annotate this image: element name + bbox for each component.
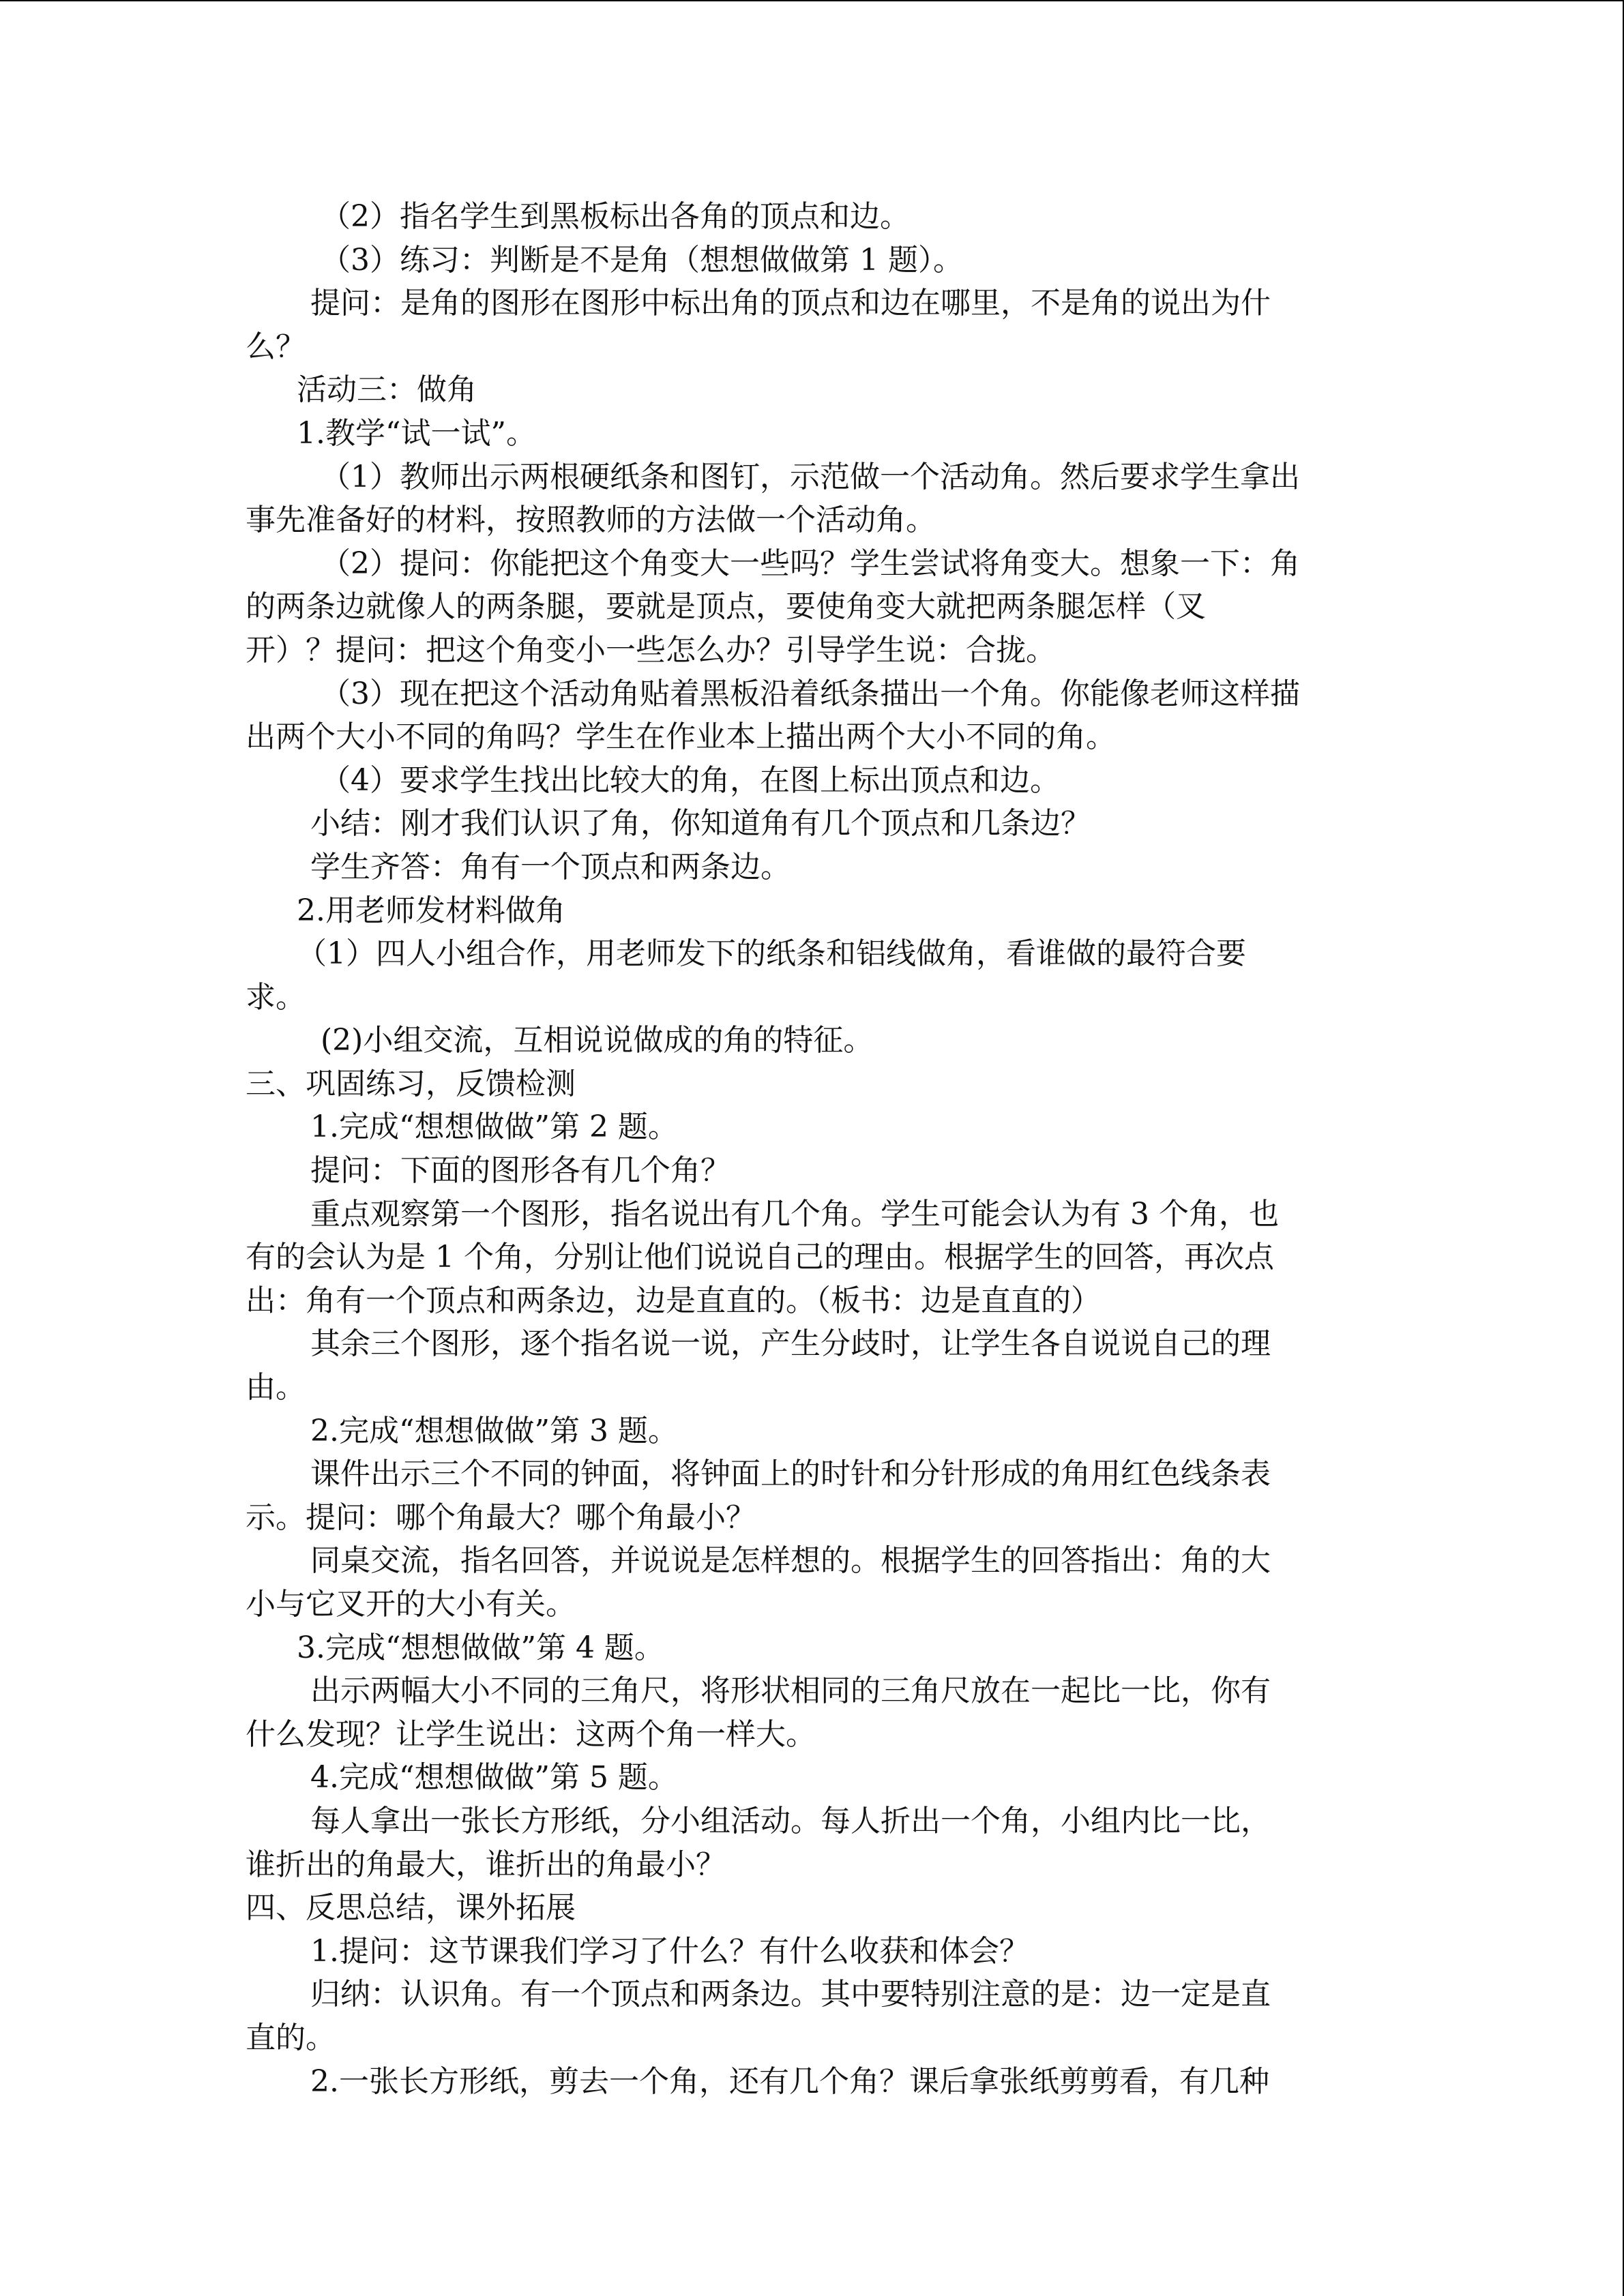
text-line: 每人拿出一张长方形纸，分小组活动。每人折出一个角，小组内比一比， <box>310 1803 1271 1838</box>
text-line: 课件出示三个不同的钟面，将钟面上的时针和分针形成的角用红色线条表 <box>310 1457 1271 1492</box>
text-line: (2)小组交流，互相说说做成的角的特征。 <box>321 1023 874 1058</box>
text-line: 活动三：做角 <box>297 372 477 408</box>
text-line: （3）练习：判断是不是角（想想做做第 1 题）。 <box>321 242 963 278</box>
text-line: 2.用老师发材料做角 <box>297 893 565 928</box>
text-line: 四、反思总结，课外拓展 <box>246 1890 576 1926</box>
text-line: 么？ <box>246 329 306 364</box>
text-line: 同桌交流，指名回答，并说说是怎样想的。根据学生的回答指出：角的大 <box>310 1543 1271 1579</box>
text-line: 的两条边就像人的两条腿，要就是顶点，要使角变大就把两条腿怎样（叉 <box>246 589 1206 625</box>
text-line: 出示两幅大小不同的三角尺，将形状相同的三角尺放在一起比一比，你有 <box>310 1673 1271 1709</box>
document-body <box>246 195 1378 2103</box>
text-line: 1.教学“试一试”。 <box>297 415 536 451</box>
text-line: 小结：刚才我们认识了角，你知道角有几个顶点和几条边？ <box>310 806 1091 841</box>
text-line: 2.一张长方形纸，剪去一个角，还有几个角？课后拿张纸剪剪看，有几种 <box>310 2063 1269 2099</box>
text-line: 其余三个图形，逐个指名说一说，产生分歧时，让学生各自说说自己的理 <box>310 1326 1271 1362</box>
text-line: 求。 <box>246 979 306 1015</box>
text-line: 什么发现？让学生说出：这两个角一样大。 <box>246 1716 816 1752</box>
text-line: 提问：是角的图形在图形中标出角的顶点和边在哪里，不是角的说出为什 <box>310 286 1271 321</box>
text-line: 出两个大小不同的角吗？学生在作业本上描出两个大小不同的角。 <box>246 719 1116 755</box>
text-line: 3.完成“想想做做”第 4 题。 <box>297 1630 664 1665</box>
text-line: 有的会认为是 1 个角，分别让他们说说自己的理由。根据学生的回答，再次点 <box>246 1240 1274 1275</box>
text-line: （4）要求学生找出比较大的角，在图上标出顶点和边。 <box>321 762 1060 798</box>
text-line: 由。 <box>246 1370 306 1405</box>
text-line: 小与它叉开的大小有关。 <box>246 1587 576 1622</box>
text-line: 三、巩固练习，反馈检测 <box>246 1066 576 1101</box>
text-line: 4.完成“想想做做”第 5 题。 <box>310 1760 678 1795</box>
text-line: 开）？提问：把这个角变小一些怎么办？引导学生说：合拢。 <box>246 632 1056 668</box>
text-line: （3）现在把这个活动角贴着黑板沿着纸条描出一个角。你能像老师这样描 <box>321 676 1300 711</box>
text-line: 学生齐答：角有一个顶点和两条边。 <box>310 849 791 884</box>
text-line: （2）指名学生到黑板标出各角的顶点和边。 <box>321 199 910 234</box>
text-line: 提问：下面的图形各有几个角？ <box>310 1153 730 1189</box>
text-line: 2.完成“想想做做”第 3 题。 <box>310 1413 678 1448</box>
text-line: 1.提问：这节课我们学习了什么？有什么收获和体会？ <box>310 1933 1029 1969</box>
text-line: 重点观察第一个图形，指名说出有几个角。学生可能会认为有 3 个角，也 <box>310 1196 1279 1232</box>
text-line: 出：角有一个顶点和两条边，边是直直的。（板书：边是直直的） <box>246 1283 1101 1318</box>
text-line: 1.完成“想想做做”第 2 题。 <box>310 1109 678 1145</box>
text-line: 谁折出的角最大，谁折出的角最小？ <box>246 1847 726 1882</box>
text-line: 事先准备好的材料，按照教师的方法做一个活动角。 <box>246 503 936 538</box>
text-line: 直的。 <box>246 2020 336 2055</box>
text-line: （2）提问：你能把这个角变大一些吗？学生尝试将角变大。想象一下：角 <box>321 546 1300 581</box>
text-line: （1）教师出示两根硬纸条和图钉，示范做一个活动角。然后要求学生拿出 <box>321 459 1300 494</box>
text-line: 示。提问：哪个角最大？哪个角最小？ <box>246 1500 756 1535</box>
text-line: 归纳：认识角。有一个顶点和两条边。其中要特别注意的是：边一定是直 <box>310 1977 1271 2012</box>
text-line: （1）四人小组合作，用老师发下的纸条和铝线做角，看谁做的最符合要 <box>297 936 1246 972</box>
